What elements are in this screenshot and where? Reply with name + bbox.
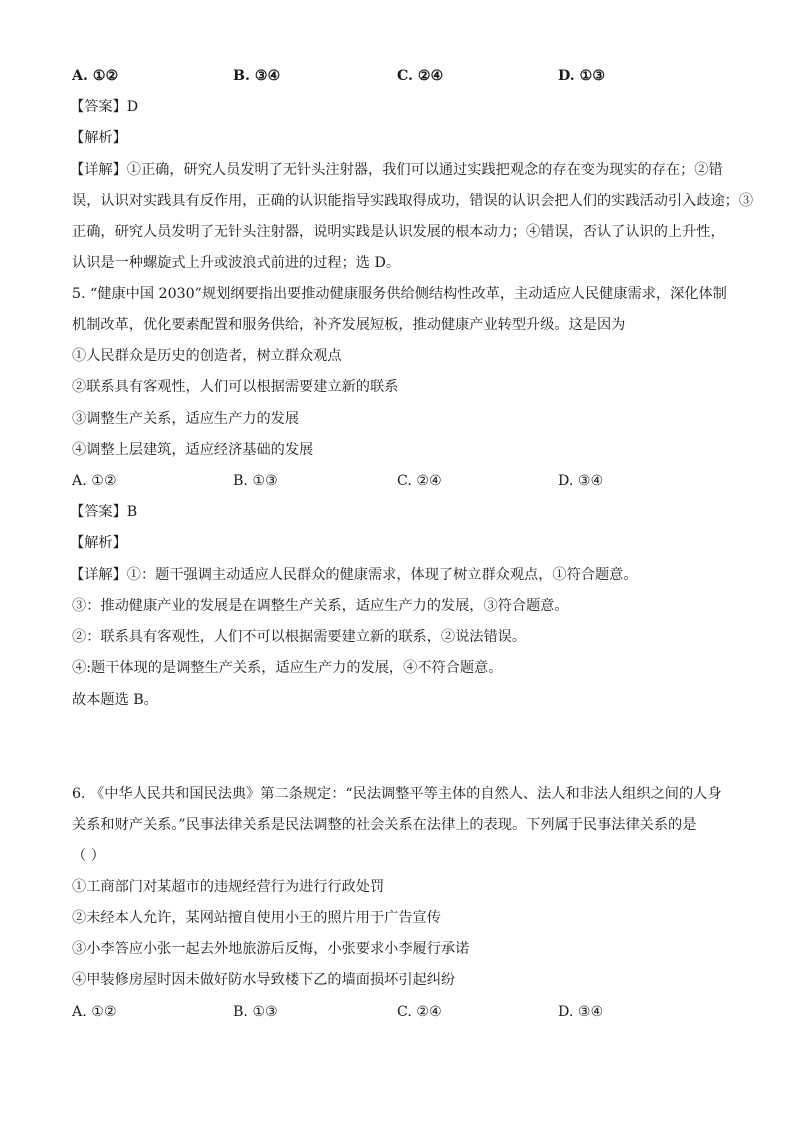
q4-detail-line: 正确，研究人员发明了无针头注射器，说明实践是认识发展的根本动力；④错误，否认了认识的上升性， bbox=[72, 224, 725, 240]
q5-options bbox=[72, 471, 752, 491]
q4-analysis-label: 【解析】 bbox=[70, 130, 127, 146]
q4-detail-line: 误，认识对实践具有反作用，正确的认识能指导实践取得成功，错误的认识会把人们的实践活动引入歧途；③ bbox=[72, 193, 754, 209]
q5-detail-line: 【详解】①：题干强调主动适应人民群众的健康需求，体现了树立群众观点，①符合题意。 bbox=[70, 567, 638, 583]
q4-option-c: C. ②④ bbox=[397, 68, 444, 84]
q5-stem-line: 5. “健康中国 2030”规划纲要指出要推动健康服务供给侧结构性改革，主动适应人民健康需求，深化体制 bbox=[72, 286, 727, 302]
q4-options bbox=[72, 66, 752, 86]
q4-option-a: A. ①② bbox=[72, 68, 119, 84]
q5-option-a: A. ①② bbox=[72, 473, 117, 489]
q5-answer: 【答案】B bbox=[70, 504, 138, 520]
q6-option-b: B. ①③ bbox=[233, 1004, 278, 1020]
q4-option-d: D. ①③ bbox=[558, 68, 606, 84]
q6-option-a: A. ①② bbox=[72, 1004, 117, 1020]
q6-item: ①工商部门对某超市的违规经营行为进行行政处罚 bbox=[72, 879, 385, 895]
q6-answer-blank: （ ） bbox=[72, 848, 105, 864]
q5-item: ④调整上层建筑，适应经济基础的发展 bbox=[72, 442, 314, 458]
q6-option-d: D. ③④ bbox=[558, 1004, 604, 1020]
q5-detail-line: ④:题干体现的是调整生产关系，适应生产力的发展，④不符合题意。 bbox=[72, 660, 503, 676]
q6-item: ②未经本人允许，某网站擅自使用小王的照片用于广告宣传 bbox=[72, 910, 441, 926]
q5-item: ①人民群众是历史的创造者，树立群众观点 bbox=[72, 348, 342, 364]
q6-options bbox=[72, 1002, 752, 1022]
q4-detail-line: 认识是一种螺旋式上升或波浪式前进的过程；选 D。 bbox=[72, 255, 401, 271]
q5-option-b: B. ①③ bbox=[233, 473, 278, 489]
q5-stem-line: 机制改革，优化要素配置和服务供给，补齐发展短板，推动健康产业转型升级。这是因为 bbox=[72, 317, 626, 333]
q5-item: ③调整生产关系，适应生产力的发展 bbox=[72, 411, 300, 427]
q4-answer: 【答案】D bbox=[70, 99, 139, 115]
q5-item: ②联系具有客观性，人们可以根据需要建立新的联系 bbox=[72, 379, 399, 395]
q6-option-c: C. ②④ bbox=[397, 1004, 442, 1020]
q6-stem-line: 6. 《中华人民共和国民法典》第二条规定：“民法调整平等主体的自然人、法人和非法人组织之间的人身 bbox=[72, 786, 722, 802]
q5-option-d: D. ③④ bbox=[558, 473, 604, 489]
q5-detail-line: ③：推动健康产业的发展是在调整生产关系，适应生产力的发展，③符合题意。 bbox=[72, 598, 569, 614]
q5-analysis-label: 【解析】 bbox=[70, 535, 127, 551]
q5-detail-line: ②：联系具有客观性，人们不可以根据需要建立新的联系，②说法错误。 bbox=[72, 629, 527, 645]
q5-option-c: C. ②④ bbox=[397, 473, 442, 489]
q4-option-b: B. ③④ bbox=[233, 68, 281, 84]
q5-detail-line: 故本题选 B。 bbox=[72, 692, 158, 708]
q6-stem-line: 关系和财产关系。”民事法律关系是民法调整的社会关系在法律上的表现。下列属于民事法律关系的是 bbox=[72, 817, 697, 833]
q6-item: ③小李答应小张一起去外地旅游后反悔，小张要求小李履行承诺 bbox=[72, 941, 470, 957]
q6-item: ④甲装修房屋时因未做好防水导致楼下乙的墙面损坏引起纠纷 bbox=[72, 972, 456, 988]
q4-detail-line: 【详解】①正确，研究人员发明了无针头注射器，我们可以通过实践把观念的存在变为现实的存在；②错 bbox=[70, 162, 723, 178]
